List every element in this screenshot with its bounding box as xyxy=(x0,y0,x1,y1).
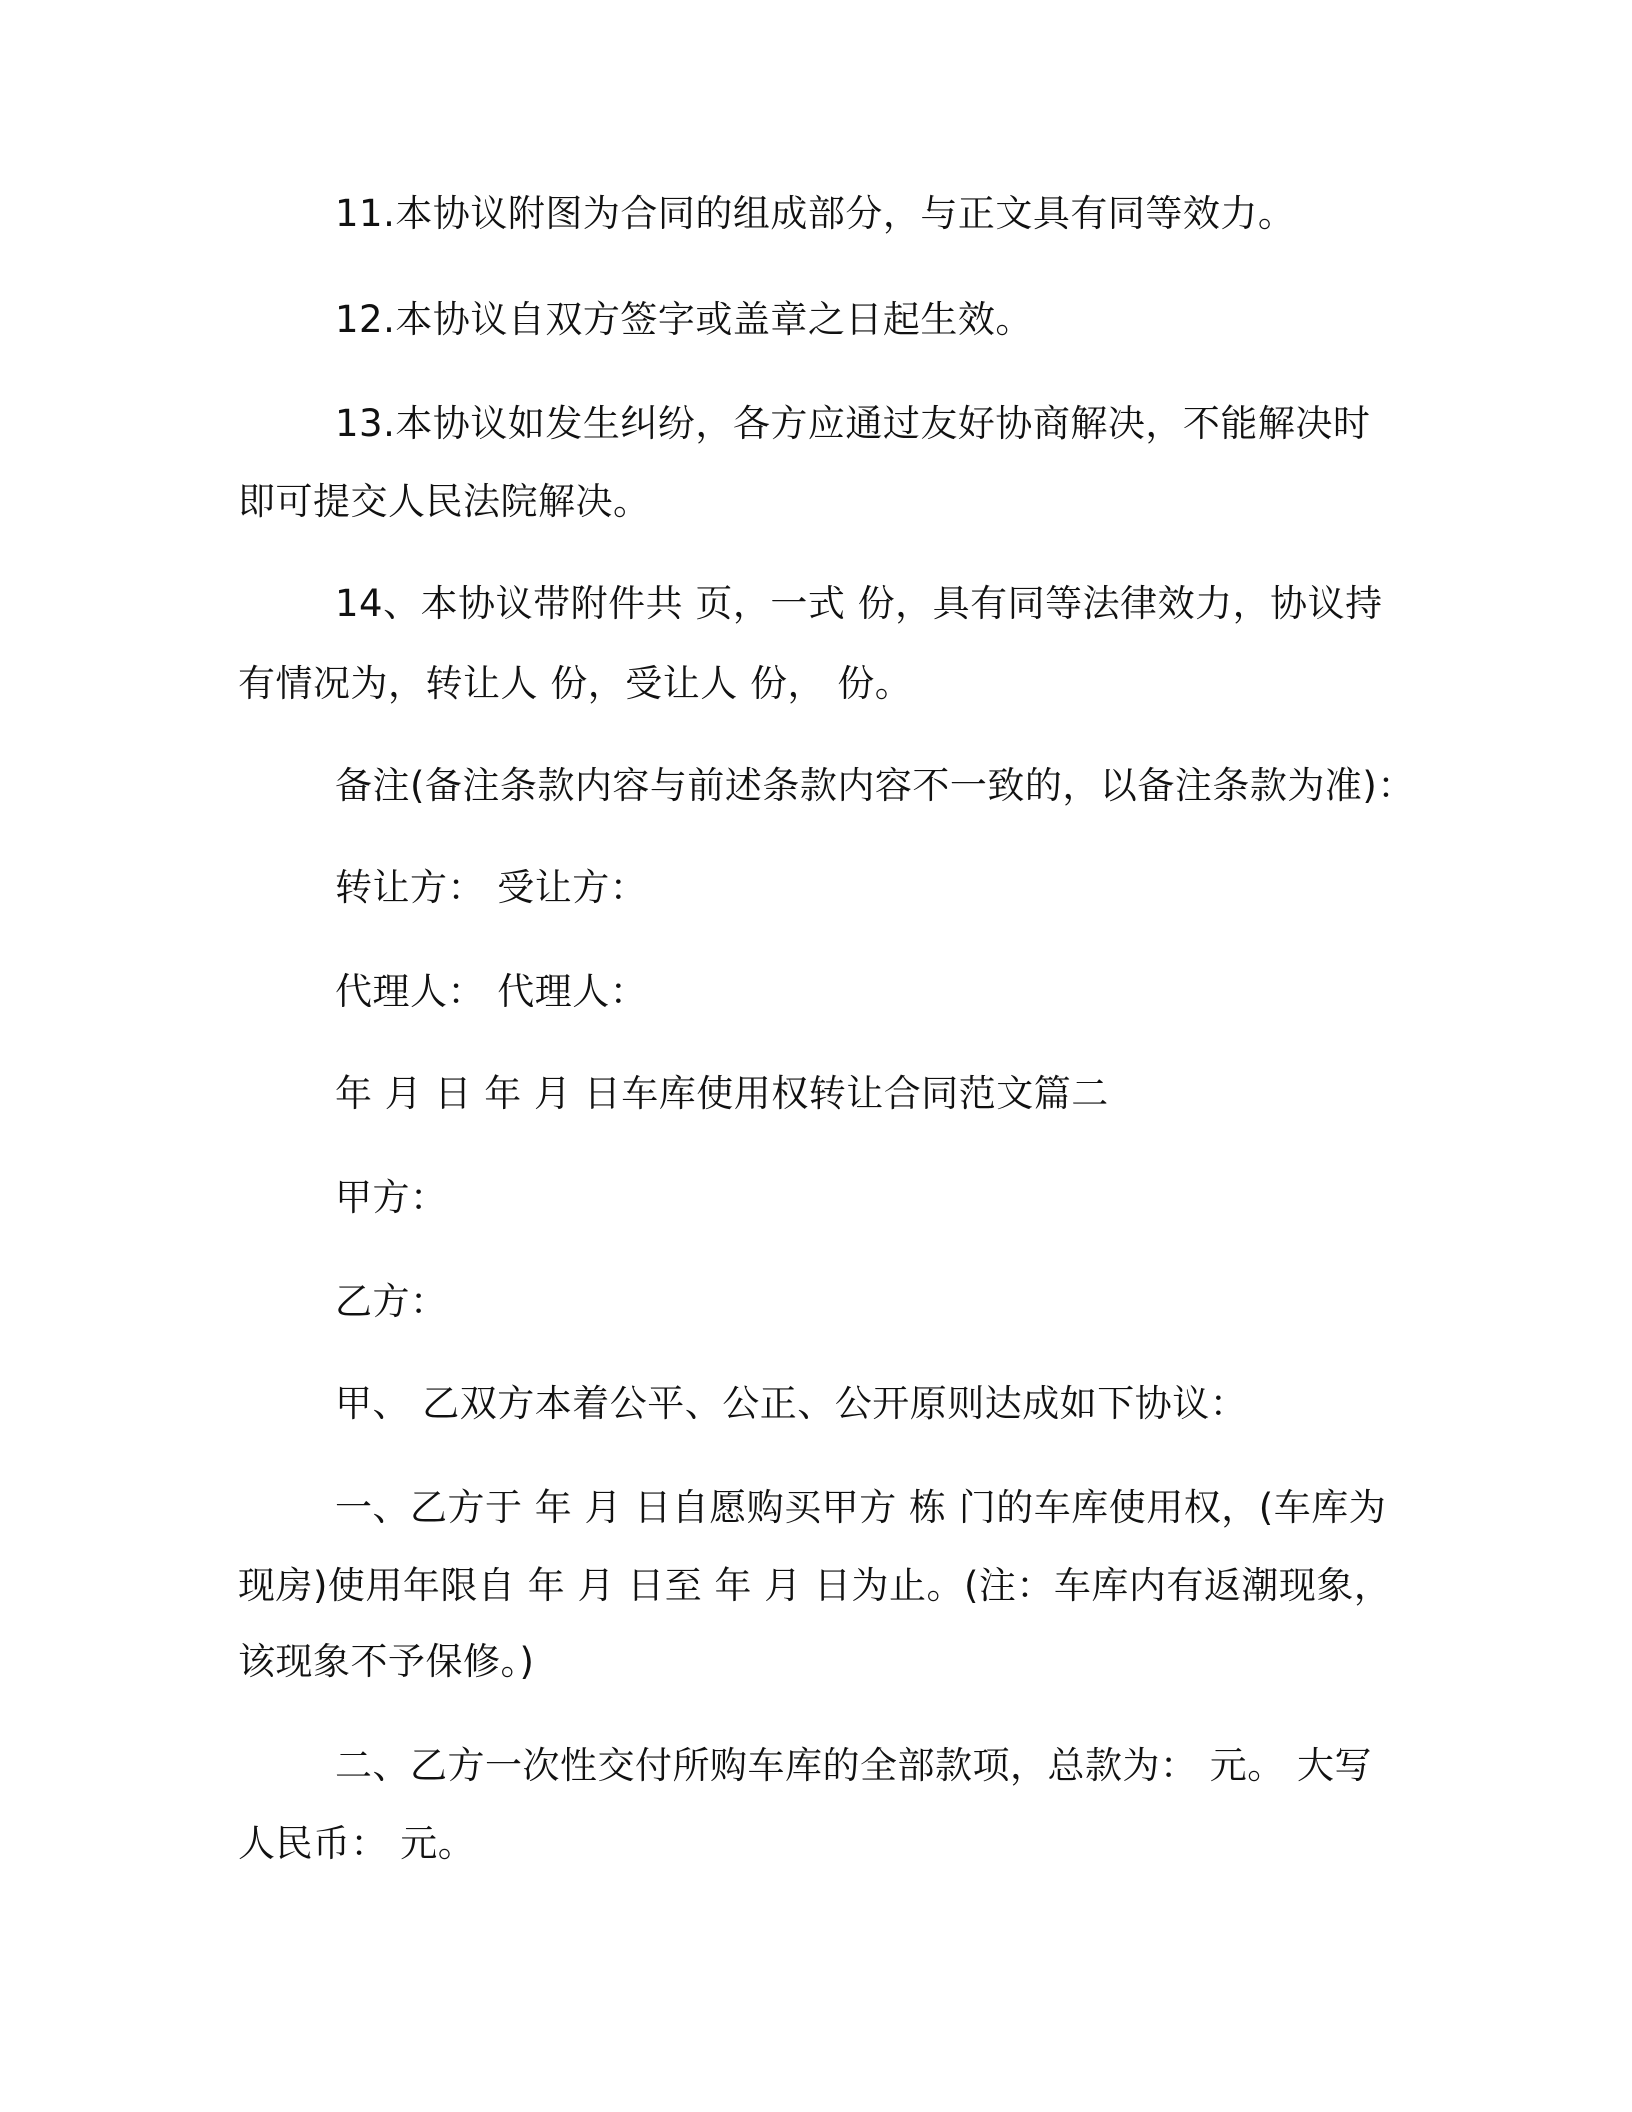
clause-13: 13.本协议如发生纠纷，各方应通过友好协商解决，不能解决时 xyxy=(335,402,1371,445)
article-2-continued: 人民币： 元。 xyxy=(238,1822,476,1865)
party-a: 甲方： xyxy=(335,1176,448,1219)
article-1-continued: 现房)使用年限自 年 月 日至 年 月 日为止。(注：车库内有返潮现象， xyxy=(238,1564,1392,1607)
signatory-agents: 代理人： 代理人： xyxy=(335,970,648,1013)
article-2: 二、乙方一次性交付所购车库的全部款项，总款为： 元。 大写 xyxy=(335,1744,1373,1787)
signatory-parties: 转让方： 受让方： xyxy=(335,866,648,909)
date-and-section-title: 年 月 日 年 月 日车库使用权转让合同范文篇二 xyxy=(335,1072,1109,1115)
clause-13-continued: 即可提交人民法院解决。 xyxy=(238,480,651,523)
clause-14-continued: 有情况为，转让人 份，受让人 份， 份。 xyxy=(238,662,913,705)
article-1-continued-2: 该现象不予保修。) xyxy=(238,1640,535,1683)
remarks: 备注(备注条款内容与前述条款内容不一致的，以备注条款为准)： xyxy=(335,764,1415,807)
party-b: 乙方： xyxy=(335,1280,448,1323)
agreement-preamble: 甲、 乙双方本着公平、公正、公开原则达成如下协议： xyxy=(335,1382,1248,1425)
article-1: 一、乙方于 年 月 日自愿购买甲方 栋 门的车库使用权，(车库为 xyxy=(335,1486,1387,1529)
clause-14: 14、本协议带附件共 页，一式 份，具有同等法律效力，协议持 xyxy=(335,582,1383,625)
clause-12: 12.本协议自双方签字或盖章之日起生效。 xyxy=(335,298,1033,341)
clause-11: 11.本协议附图为合同的组成部分，与正文具有同等效力。 xyxy=(335,192,1296,235)
